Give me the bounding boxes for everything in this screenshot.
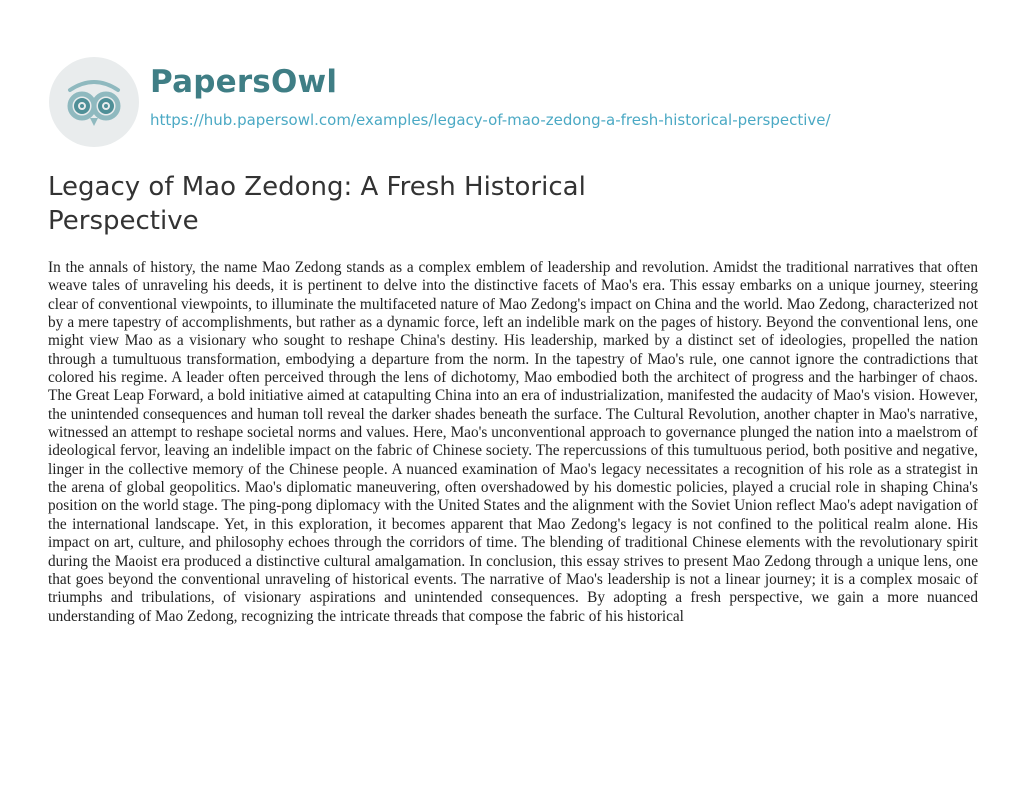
brand-name[interactable]: PapersOwl — [150, 64, 338, 100]
brand-block — [150, 64, 831, 130]
article-title: Legacy of Mao Zedong: A Fresh Historical Perspective — [48, 172, 586, 236]
site-header — [48, 56, 831, 148]
source-url-link[interactable]: https://hub.papersowl.com/examples/legacy-of-mao-zedong-a-fresh-historical-perspective/ — [150, 111, 831, 129]
article-body: In the annals of history, the name Mao Zedong stands as a complex emblem of leadership and revolution. Amidst the traditional narratives that often weave tales of unraveling his deeds, it is pertinent to delve into the distinctive facets of Mao's era. This essay embarks on a unique journey, steering clear of conventional viewpoints, to illuminate the multifaceted nature of Mao Zedong's impact on China and the world. Mao Zedong, characterized not by a mere tapestry of accomplishments, but rather as a dynamic force, left an indelible mark on the pages of history. Beyond the conventional lens, one might view Mao as a visionary who sought to reshape China's destiny. His leadership, marked by a distinct set of ideologies, propelled the nation through a tumultuous transformation, embodying a departure from the norm. In the tapestry of Mao's rule, one cannot ignore the contradictions that colored his regime. A leader often perceived through the lens of dichotomy, Mao embodied both the architect of progress and the harbinger of chaos. The Great Leap Forward, a bold initiative aimed at catapulting China into an era of industrialization, manifested the audacity of Mao's vision. However, the unintended consequences and human toll reveal the darker shades beneath the surface. The Cultural Revolution, another chapter in Mao's narrative, witnessed an attempt to reshape societal norms and values. Here, Mao's unconventional approach to governance plunged the nation into a maelstrom of ideological fervor, leaving an indelible impact on the fabric of Chinese society. The repercussions of this tumultuous period, both positive and negative, linger in the collective memory of the Chinese people. A nuanced examination of Mao's legacy necessitates a recognition of his role as a strategist in the arena of global geopolitics. Mao's diplomatic maneuvering, often overshadowed by his domestic policies, played a crucial role in shaping China's position on the world stage. The ping-pong diplomacy with the United States and the alignment with the Soviet Union reflect Mao's adept navigation of the international landscape. Yet, in this exploration, it becomes apparent that Mao Zedong's legacy is not confined to the political realm alone. His impact on art, culture, and philosophy echoes through the corridors of time. The blending of traditional Chinese elements with the revolutionary spirit during the Maoist era produced a distinctive cultural amalgamation. In conclusion, this essay strives to present Mao Zedong through a unique lens, one that goes beyond the conventional unraveling of historical events. The narrative of Mao's leadership is not a linear journey; it is a complex mosaic of triumphs and tribulations, of visionary aspirations and unintended consequences. By adopting a fresh perspective, we gain a more nuanced understanding of Mao Zedong, recognizing the intricate threads that compose the fabric of his historical — [48, 259, 978, 625]
owl-logo-icon — [48, 56, 140, 148]
